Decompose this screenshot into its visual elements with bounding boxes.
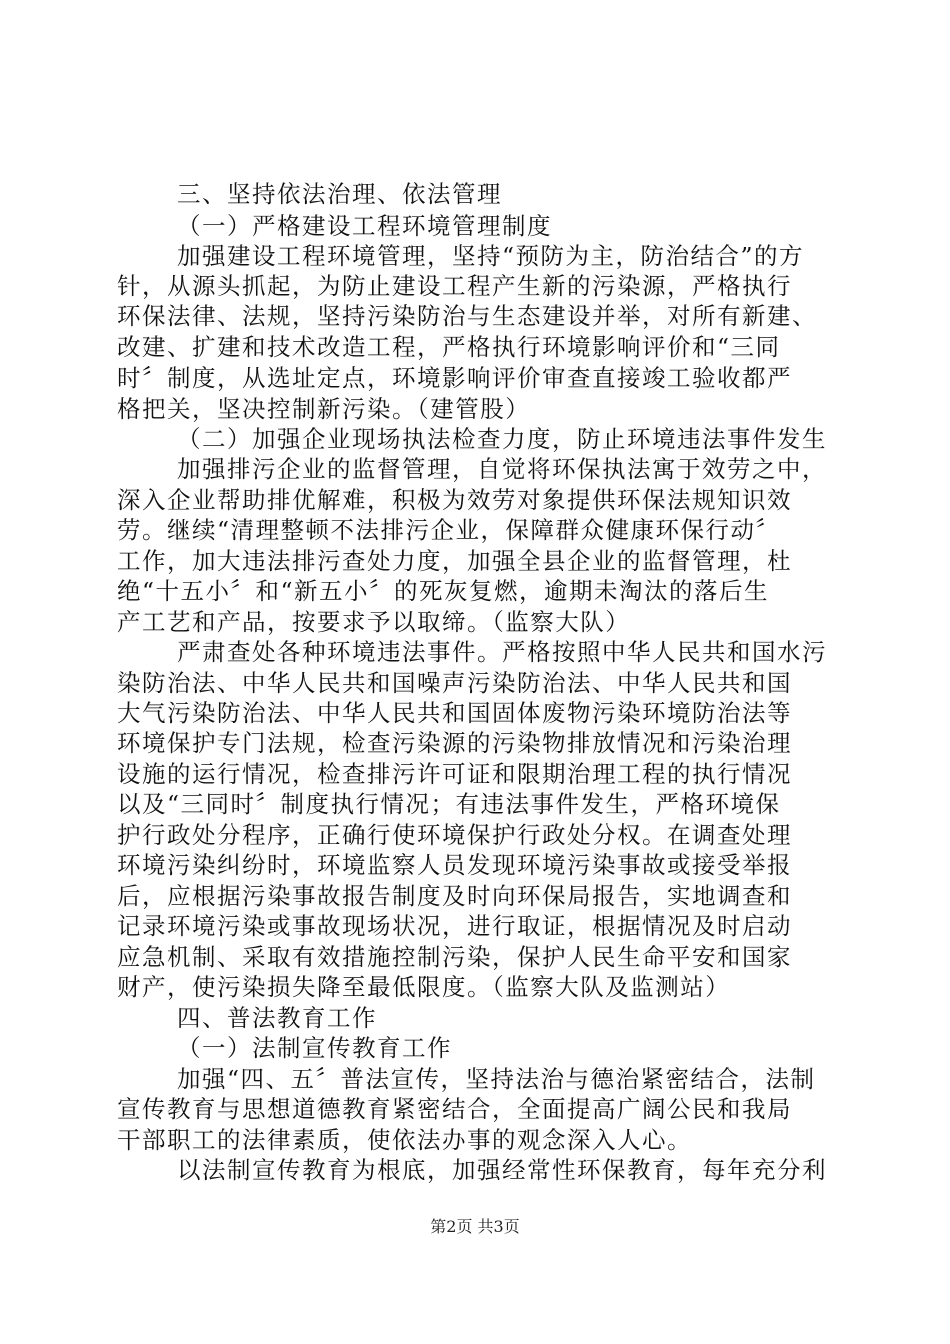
page-footer: 第2页 共3页 <box>430 1217 520 1236</box>
subsection-heading-1: （一）严格建设工程环境管理制度 <box>177 212 552 240</box>
paragraph-line: 以及“三同时〞制度执行情况；有违法事件发生，严格环境保 <box>117 790 781 818</box>
paragraph-line: 财产，使污染损失降至最低限度。（监察大队及监测站） <box>117 973 731 1001</box>
subsection-heading-2: （二）加强企业现场执法检查力度，防止环境违法事件发生 <box>177 425 827 453</box>
paragraph-line: 改建、扩建和技术改造工程，严格执行环境影响评价和“三同 <box>117 333 781 361</box>
paragraph-line: 绝“十五小〞和“新五小〞的死灰复燃，逾期未淘汰的落后生 <box>117 577 770 605</box>
paragraph-line: 加强排污企业的监督管理，自觉将环保执法寓于效劳之中， <box>177 455 827 483</box>
paragraph-line: 宣传教育与思想道德教育紧密结合，全面提高广阔公民和我局 <box>117 1095 792 1123</box>
paragraph-line: 护行政处分程序，正确行使环境保护行政处分权。在调查处理 <box>117 821 792 849</box>
paragraph-line: 格把关，坚决控制新污染。（建管股） <box>117 395 531 423</box>
paragraph-line: 加强“四、五〞普法宣传，坚持法治与德治紧密结合，法制 <box>177 1065 816 1093</box>
paragraph-line: 针，从源头抓起，为防止建设工程产生新的污染源，严格执行 <box>117 272 792 300</box>
paragraph-line: 大气污染防治法、中华人民共和国固体废物污染环境防治法等 <box>117 699 792 727</box>
paragraph-line: 应急机制、采取有效措施控制污染，保护人民生命平安和国家 <box>117 943 792 971</box>
paragraph-line: 染防治法、中华人民共和国噪声污染防治法、中华人民共和国 <box>117 669 792 697</box>
section-heading-three: 三、坚持依法治理、依法管理 <box>177 180 502 208</box>
paragraph-line: 后，应根据污染事故报告制度及时向环保局报告，实地调查和 <box>117 882 792 910</box>
paragraph-line: 深入企业帮助排优解难，积极为效劳对象提供环保法规知识效 <box>117 486 792 514</box>
paragraph-line: 设施的运行情况，检查排污许可证和限期治理工程的执行情况 <box>117 760 792 788</box>
paragraph-line: 环境污染纠纷时，环境监察人员发现环境污染事故或接受举报 <box>117 851 792 879</box>
paragraph-line: 环保法律、法规，坚持污染防治与生态建设并举，对所有新建、 <box>117 302 817 330</box>
paragraph-line: 工作，加大违法排污查处力度，加强全县企业的监督管理，杜 <box>117 547 792 575</box>
paragraph-line: 加强建设工程环境管理，坚持“预防为主，防治结合”的方 <box>177 242 805 270</box>
paragraph-line: 严肃查处各种环境违法事件。严格按照中华人民共和国水污 <box>177 638 827 666</box>
paragraph-line: 劳。继续“清理整顿不法排污企业，保障群众健康环保行动〞 <box>117 516 781 544</box>
paragraph-line: 时〞制度，从选址定点，环境影响评价审查直接竣工验收都严 <box>117 364 792 392</box>
subsection-heading-4-1: （一）法制宣传教育工作 <box>177 1034 452 1062</box>
paragraph-line: 环境保护专门法规，检查污染源的污染物排放情况和污染治理 <box>117 729 792 757</box>
paragraph-line: 记录环境污染或事故现场状况，进行取证，根据情况及时启动 <box>117 912 792 940</box>
paragraph-line: 以法制宣传教育为根底，加强经常性环保教育，每年充分利 <box>177 1156 827 1184</box>
paragraph-line: 产工艺和产品，按要求予以取缔。（监察大队） <box>117 608 631 636</box>
paragraph-line: 干部职工的法律素质，使依法办事的观念深入人心。 <box>117 1126 692 1154</box>
section-heading-four: 四、普法教育工作 <box>177 1004 377 1032</box>
